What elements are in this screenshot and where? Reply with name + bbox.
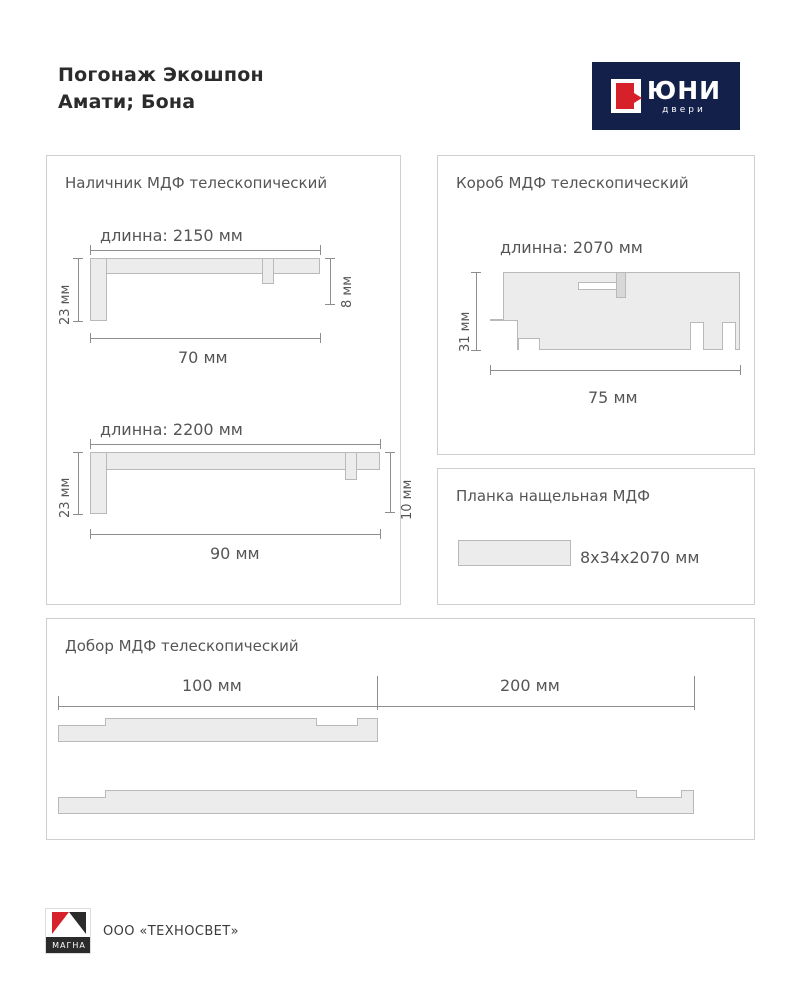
korob-groove-1	[690, 322, 704, 350]
dobor-width-label-2: 200 мм	[500, 676, 560, 695]
sheet-header	[0, 0, 800, 150]
dobor-200-groove-left	[58, 790, 106, 798]
page-title	[58, 62, 264, 116]
korob-cut-step	[518, 338, 540, 350]
nalichnik-1-profile-leg	[90, 258, 107, 321]
nalichnik-1-height-label: 23 мм	[58, 284, 73, 325]
panel-planka	[437, 468, 755, 605]
magna-logo-icon	[45, 908, 91, 954]
dim-line	[90, 250, 320, 251]
nalichnik-1-length-label: длинна: 2150 мм	[100, 226, 243, 245]
magna-logo-text: МАГНА	[46, 937, 91, 953]
nalichnik-1-width-label: 70 мм	[178, 348, 228, 367]
dim-tick	[380, 439, 381, 449]
dim-tick	[90, 439, 91, 449]
brand-logo	[592, 62, 740, 130]
dim-line	[476, 272, 477, 350]
dim-tick	[90, 333, 91, 343]
page-title-line2: Амати; Бона	[58, 91, 196, 113]
dim-line	[78, 258, 79, 321]
dim-line	[330, 258, 331, 304]
dim-tick	[471, 272, 481, 273]
dim-line	[490, 370, 740, 371]
dim-tick	[740, 365, 741, 375]
nalichnik-2-profile-leg	[90, 452, 107, 514]
panel-dobor-title: Добор МДФ телескопический	[65, 637, 299, 655]
dim-tick	[73, 452, 83, 453]
dim-tick	[58, 696, 59, 710]
panel-planka-title: Планка нащельная МДФ	[456, 487, 651, 505]
planka-size-label: 8х34х2070 мм	[580, 548, 700, 567]
nalichnik-2-thickness-label: 10 мм	[400, 479, 415, 520]
korob-groove-2	[722, 322, 736, 350]
panel-nalichnik	[46, 155, 401, 605]
dobor-profile-200	[58, 790, 694, 814]
korob-cut-left-bottom	[490, 320, 518, 350]
logo-name: ЮНИ	[646, 75, 722, 105]
company-name: ООО «ТЕХНОСВЕТ»	[103, 923, 239, 939]
nalichnik-1-profile-notch	[262, 258, 274, 284]
dim-line	[90, 534, 380, 535]
dim-tick	[73, 258, 83, 259]
dim-tick	[325, 258, 335, 259]
panel-nalichnik-title: Наличник МДФ телескопический	[65, 174, 328, 192]
door-icon	[611, 79, 641, 113]
nalichnik-1-profile-top	[90, 258, 320, 274]
dobor-100-groove-right	[316, 718, 358, 726]
dim-tick	[490, 365, 491, 375]
planka-profile	[458, 540, 571, 566]
dim-tick	[320, 333, 321, 343]
page-title-line1: Погонаж Экошпон	[58, 64, 264, 86]
korob-cut-left-top	[490, 272, 504, 320]
dim-tick	[90, 245, 91, 255]
dim-line	[90, 338, 320, 339]
dim-line	[78, 452, 79, 514]
dim-line	[390, 452, 391, 512]
dim-line	[58, 706, 694, 707]
dim-tick	[385, 452, 395, 453]
nalichnik-2-profile-notch	[345, 452, 357, 480]
dim-tick	[73, 514, 83, 515]
nalichnik-2-profile-top	[90, 452, 380, 470]
nalichnik-2-width-label: 90 мм	[210, 544, 260, 563]
korob-seal	[616, 272, 626, 298]
nalichnik-2-height-label: 23 мм	[58, 477, 73, 518]
korob-width-label: 75 мм	[588, 388, 638, 407]
dim-tick	[90, 529, 91, 539]
dim-tick	[694, 676, 695, 710]
korob-length-label: длинна: 2070 мм	[500, 238, 643, 257]
dim-line	[90, 444, 380, 445]
dim-tick	[320, 245, 321, 255]
dim-tick	[377, 676, 378, 710]
nalichnik-2-length-label: длинна: 2200 мм	[100, 420, 243, 439]
dim-tick	[380, 529, 381, 539]
dim-tick	[385, 512, 395, 513]
dobor-200-groove-right	[636, 790, 682, 798]
dim-tick	[325, 304, 335, 305]
nalichnik-1-thickness-label: 8 мм	[340, 275, 355, 308]
dobor-100-groove-left	[58, 718, 106, 726]
dim-tick	[73, 321, 83, 322]
sheet-footer	[45, 908, 239, 954]
logo-subtitle: двери	[662, 104, 706, 115]
panel-korob-title: Короб МДФ телескопический	[456, 174, 689, 192]
dobor-width-label-1: 100 мм	[182, 676, 242, 695]
korob-height-label: 31 мм	[458, 311, 473, 352]
